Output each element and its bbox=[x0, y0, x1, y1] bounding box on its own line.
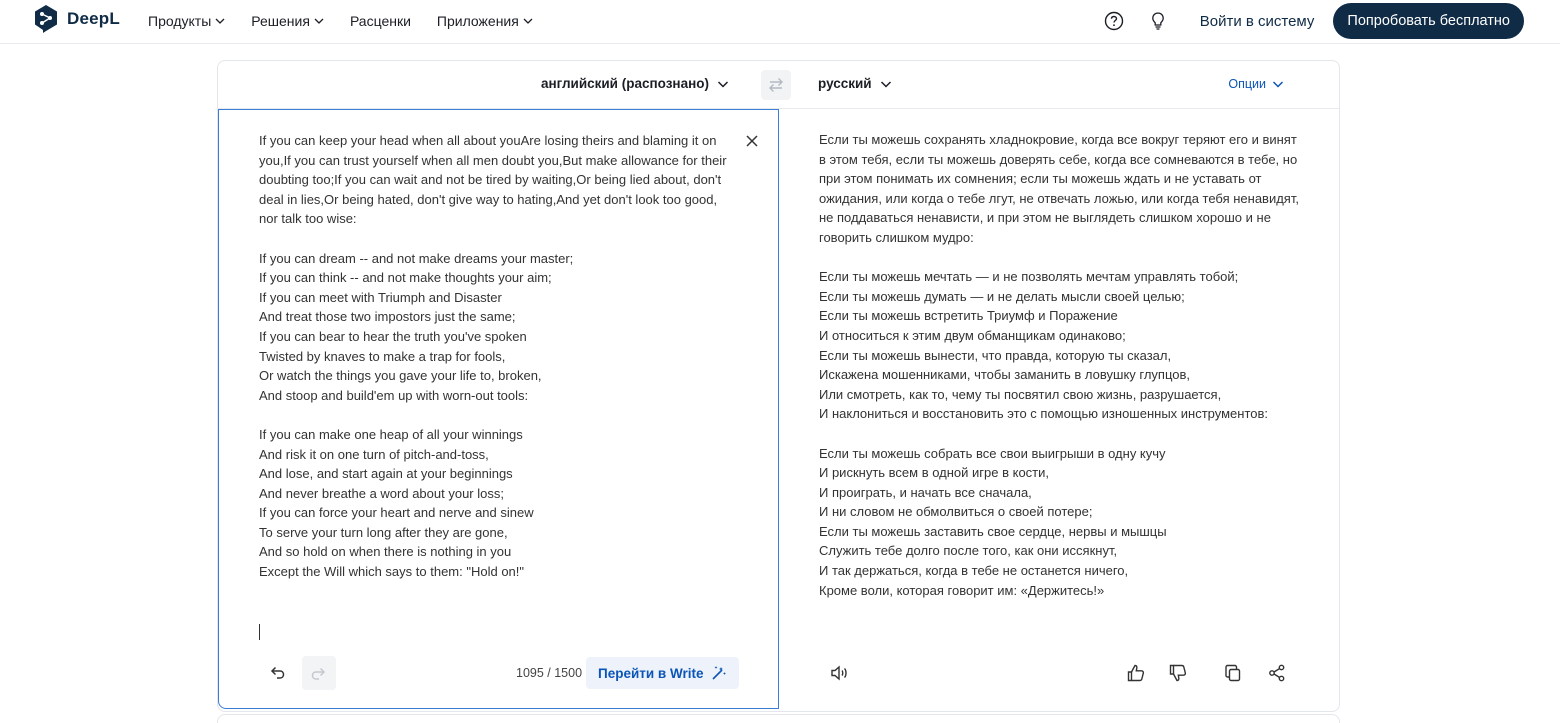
chevron-down-icon bbox=[880, 78, 892, 90]
chevron-down-icon bbox=[523, 16, 533, 26]
like-button[interactable] bbox=[1124, 661, 1148, 685]
deepl-logo[interactable] bbox=[33, 4, 120, 34]
header-actions bbox=[1096, 3, 1524, 39]
source-textarea[interactable]: If you can keep your head when all about youAre losing theirs and blaming it on you,If you can trust yourself when all men doubt you,But make allowance for their doubting too;If you can wait and not be tired by waiting,Or being lied about, don't deal in lies,Or being hated, don't give way to hating,And yet don't look too good, nor talk too wise: If you can dream -- and not make dreams your master; If you can think -- and not make thoughts your aim; If you can meet with Triumph and Disaster And treat those two impostors just the same; If you can bear to hear the truth you've spoken Twisted by knaves to make a trap for fools, Or watch the things you gave your life to, broken, And stoop and build'em up with worn-out tools: If you can make one heap of all your winnings And risk it on one turn of pitch-and-toss, And lose, and start again at your beginnings And never breathe a word about your loss; If you can force your heart and nerve and sinew To serve your turn long after they are gone, And so hold on when there is nothing in you Except the Will which says to them: "Hold on!" bbox=[259, 133, 727, 580]
source-text-pane[interactable] bbox=[218, 109, 779, 709]
question-circle-icon bbox=[1104, 11, 1124, 31]
target-language-label: русский bbox=[818, 76, 872, 91]
options-label: Опции bbox=[1228, 77, 1266, 91]
thumbs-down-icon bbox=[1168, 663, 1188, 683]
help-button[interactable] bbox=[1096, 3, 1132, 39]
undo-icon bbox=[267, 662, 287, 682]
nav-apps-label: Приложения bbox=[436, 13, 519, 29]
chevron-down-icon bbox=[717, 78, 729, 90]
source-language-selector[interactable] bbox=[541, 76, 729, 91]
main-nav bbox=[148, 11, 533, 31]
target-language-selector[interactable] bbox=[818, 76, 892, 91]
share-button[interactable] bbox=[1265, 661, 1289, 685]
redo-icon bbox=[309, 663, 329, 683]
redo-button[interactable] bbox=[302, 656, 336, 690]
deepl-logo-icon bbox=[33, 4, 59, 34]
next-card-edge bbox=[217, 714, 1340, 723]
nav-solutions-label: Решения bbox=[251, 13, 310, 29]
chevron-down-icon bbox=[215, 16, 225, 26]
swap-languages-button[interactable] bbox=[761, 70, 791, 100]
options-dropdown[interactable] bbox=[1228, 77, 1284, 91]
close-icon bbox=[743, 132, 761, 150]
lightbulb-icon bbox=[1148, 11, 1168, 31]
go-to-write-button[interactable] bbox=[586, 657, 739, 689]
nav-pricing-label: Расценки bbox=[349, 13, 411, 29]
language-bar bbox=[218, 61, 1339, 109]
chevron-down-icon bbox=[314, 16, 324, 26]
nav-pricing[interactable] bbox=[350, 11, 411, 31]
copy-button[interactable] bbox=[1221, 661, 1245, 685]
character-counter: 1095 / 1500 bbox=[516, 666, 583, 680]
nav-solutions[interactable] bbox=[251, 11, 324, 31]
share-icon bbox=[1267, 663, 1287, 683]
text-caret bbox=[259, 624, 260, 640]
top-navigation bbox=[0, 0, 1560, 44]
login-link[interactable]: Войти в систему bbox=[1199, 12, 1315, 30]
speaker-icon bbox=[829, 663, 849, 683]
try-free-button[interactable]: Попробовать бесплатно bbox=[1333, 3, 1524, 39]
source-footer bbox=[219, 650, 778, 708]
translated-text: Если ты можешь сохранять хладнокровие, когда все вокруг теряют его и винят в этом тебя, если ты можешь доверять себе, когда все сомневаются в тебе, но при этом понимать их сомнения; если ты можешь ждать и не уставать от ожидания, или когда о тебе лгут, не отвечать ложью, или когда тебя ненавидят, не поддаваться ненависти, и при этом не выглядеть слишком хорошо и не говорить слишком мудро: Если ты можешь мечтать — и не позволять мечтам управлять тобой; Если ты можешь думать — и не делать мысли своей целью; Если ты можешь встретить Триумф и Поражение И относиться к этим двум обманщикам одинаково; Если ты можешь вынести, что правда, которую ты сказал, Искажена мошенниками, чтобы заманить в ловушку глупцов, Или смотреть, как то, чему ты посвятил свою жизнь, разрушается, И наклониться и восстановить это с помощью изношенных инструментов: Если ты можешь собрать все свои выигрыши в одну кучу И рискнуть всем в одной игре в кости, И проиграть, и начать все сначала, И ни словом не обмолвиться о своей потере; Если ты можешь заставить свое сердце, нервы и мышцы Служить тебе долго после того, как они иссякнут, И так держаться, когда в тебе не останется ничего, Кроме воли, которая говорит им: «Держитесь!» bbox=[819, 132, 1299, 598]
chevron-down-icon bbox=[1272, 78, 1284, 90]
write-button-label: Перейти в Write bbox=[598, 665, 704, 681]
listen-button[interactable] bbox=[827, 661, 851, 685]
nav-products[interactable] bbox=[148, 11, 225, 31]
swap-arrows-icon bbox=[767, 76, 785, 94]
tips-button[interactable] bbox=[1140, 3, 1176, 39]
nav-products-label: Продукты bbox=[148, 13, 212, 29]
copy-icon bbox=[1223, 663, 1243, 683]
translation-pane bbox=[779, 109, 1339, 709]
thumbs-up-icon bbox=[1126, 663, 1146, 683]
magic-wand-icon bbox=[711, 665, 727, 681]
source-language-label: английский (распознано) bbox=[541, 76, 709, 91]
dislike-button[interactable] bbox=[1166, 661, 1190, 685]
brand-name: DeepL bbox=[67, 9, 120, 28]
nav-apps[interactable] bbox=[437, 11, 533, 31]
translator-card bbox=[217, 60, 1340, 712]
clear-text-button[interactable] bbox=[743, 132, 761, 150]
translation-footer bbox=[779, 651, 1339, 709]
undo-button[interactable] bbox=[261, 656, 293, 688]
